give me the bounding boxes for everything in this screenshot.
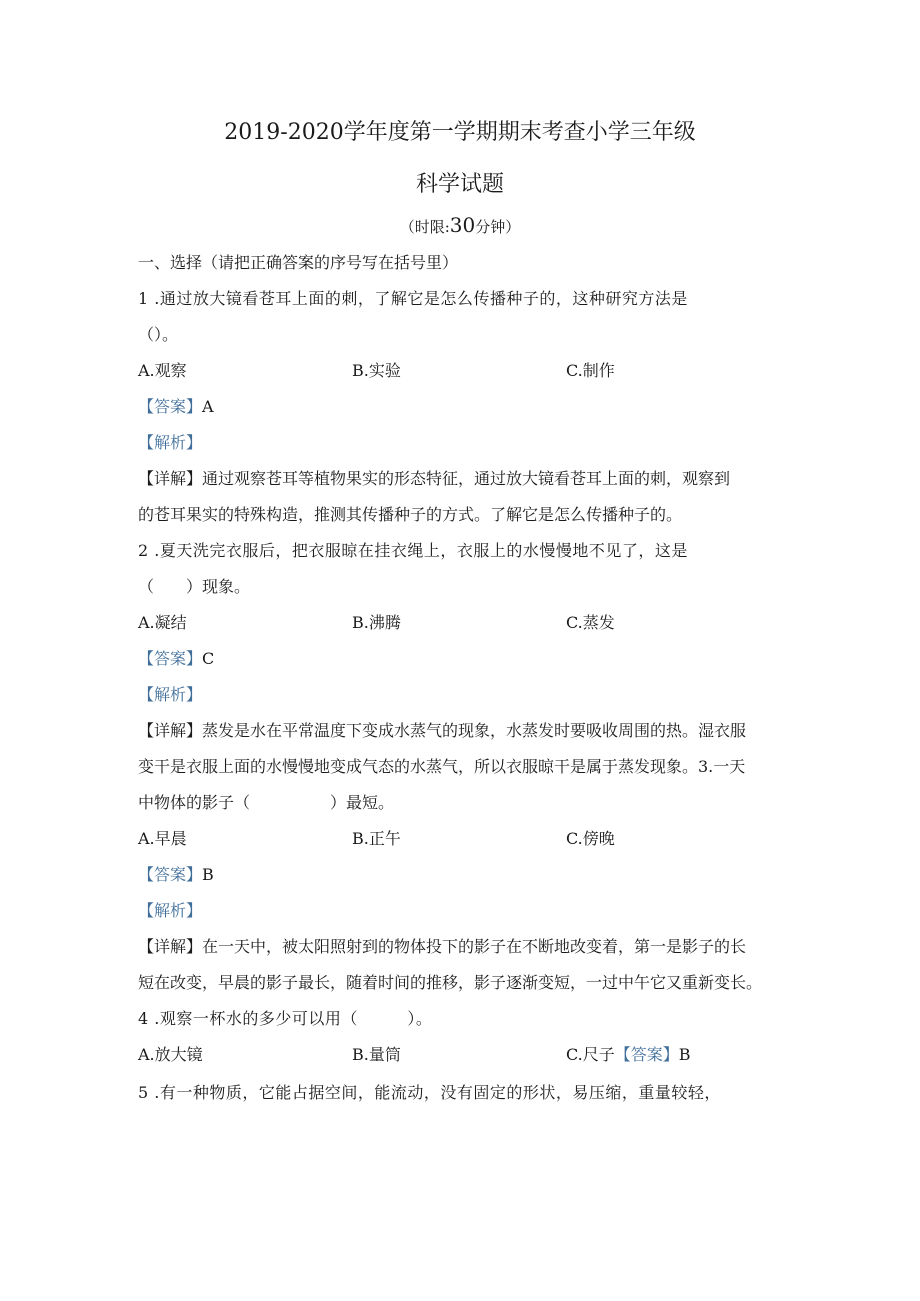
question-2-stem-line2: （ ）现象。 [138,577,251,596]
answer-value: A [202,397,214,416]
option-a: A.凝结 [138,613,187,632]
question-2-detail-line2: 变干是衣服上面的水慢慢地变成气态的水蒸气，所以衣服晾干是属于蒸发现象。3.一天 [138,757,746,776]
time-limit-value: 30 [449,213,476,237]
option-b: B.实验 [352,361,401,380]
question-1-stem-line1: 1 .通过放大镜看苍耳上面的刺，了解它是怎么传播种子的，这种研究方法是 [138,289,688,308]
answer-value: B [202,865,214,884]
answer-tag: 【答案】 [138,397,203,416]
option-b: B.正午 [352,829,401,848]
question-3-options [0,828,920,850]
answer-tag: 【答案】 [138,649,203,668]
detail-text: 通过观察苍耳等植物果实的形态特征，通过放大镜看苍耳上面的刺，观察到 [202,469,731,488]
time-limit [0,214,920,238]
answer-tag: 【答案】 [614,1045,679,1064]
option-a: A.观察 [138,361,187,380]
detail-text: 蒸发是水在平常温度下变成水蒸气的现象，水蒸发时要吸收周围的热。湿衣服 [202,721,747,740]
question-2-answer [138,648,800,670]
question-1-detail-line1 [138,468,800,490]
time-limit-prefix: （时限: [399,218,450,236]
question-2-analysis-tag: 【解析】 [138,685,203,704]
question-5-stem: 5 .有一种物质，它能占据空间，能流动，没有固定的形状，易压缩，重量较轻， [138,1083,721,1102]
detail-tag: 【详解】 [138,937,203,956]
answer-tag: 【答案】 [138,865,203,884]
option-c: C.制作 [566,361,615,380]
question-1-analysis-tag: 【解析】 [138,433,203,452]
page-title: 2019-2020学年度第一学期期末考查小学三年级 [224,120,696,145]
detail-text: 在一天中，被太阳照射到的物体投下的影子在不断地改变着，第一是影子的长 [202,937,747,956]
question-3-stem: 中物体的影子（ ）最短。 [138,793,395,812]
question-3-detail-line1 [138,936,800,958]
option-c-with-answer [566,1044,691,1066]
question-3-detail-line2: 短在改变，早晨的影子最长，随着时间的推移，影子逐渐变短，一过中午它又重新变长。 [138,973,763,992]
question-4-options [0,1044,920,1066]
option-c: C.蒸发 [566,613,615,632]
option-a: A.放大镜 [138,1045,203,1064]
option-b: B.沸腾 [352,613,401,632]
question-1-stem-line2: （）。 [138,325,179,344]
question-1-answer [138,396,800,418]
question-4-stem: 4 .观察一杯水的多少可以用（ ）。 [138,1009,433,1028]
question-2-detail-line1 [138,720,800,742]
detail-tag: 【详解】 [138,721,203,740]
question-2-options [0,612,920,634]
section-heading: 一、选择（请把正确答案的序号写在括号里） [138,253,459,272]
option-c: C.傍晚 [566,829,615,848]
question-3-analysis-tag: 【解析】 [138,901,203,920]
answer-value: B [678,1045,691,1064]
detail-tag: 【详解】 [138,469,203,488]
answer-value: C [202,649,215,668]
time-limit-suffix: 分钟） [475,218,521,236]
subject-title: 科学试题 [415,172,504,197]
option-c: C.尺子 [566,1045,615,1064]
question-1-options [0,360,920,382]
option-a: A.早晨 [138,829,187,848]
question-3-answer [138,864,800,886]
question-2-stem-line1: 2 .夏天洗完衣服后，把衣服晾在挂衣绳上，衣服上的水慢慢地不见了，这是 [138,541,688,560]
option-b: B.量筒 [352,1045,401,1064]
question-1-detail-line2: 的苍耳果实的特殊构造，推测其传播种子的方式。了解它是怎么传播种子的。 [138,505,683,524]
